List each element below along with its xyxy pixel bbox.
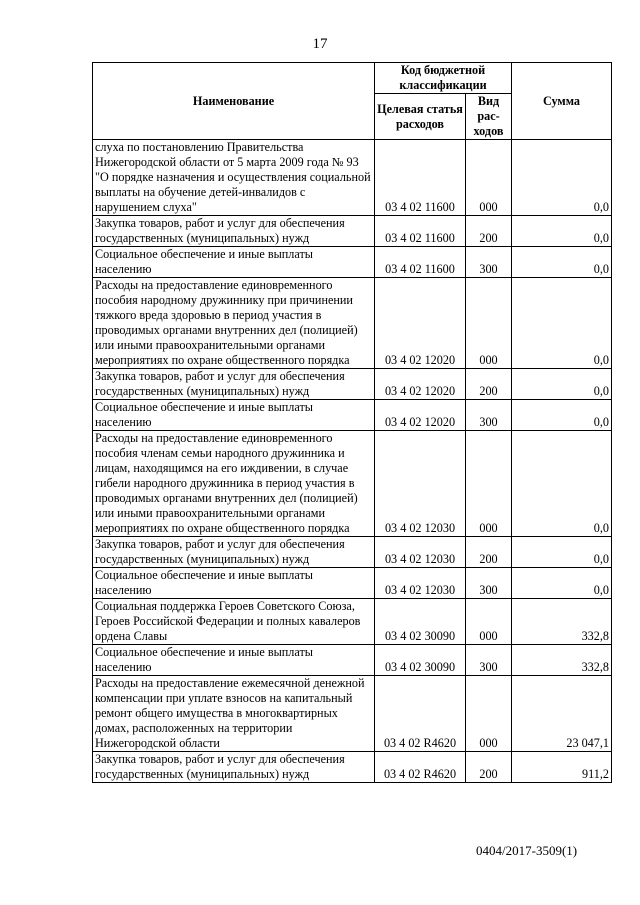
row-sum: 0,0: [512, 537, 612, 568]
table-row: [93, 431, 612, 537]
header-name: Наименование: [93, 63, 375, 140]
table-row: [93, 400, 612, 431]
row-target-code: 03 4 02 11600: [375, 216, 466, 247]
row-sum: 0,0: [512, 431, 612, 537]
table-row: [93, 537, 612, 568]
table-row: [93, 369, 612, 400]
row-name: Закупка товаров, работ и услуг для обеспечения государственных (муниципальных) нужд: [93, 369, 375, 400]
row-name: Расходы на предоставление единовременного пособия членам семьи народного дружинника и лицам, находящимся на его иждивении, в случае гибели народного дружинника в период участия в проводимых органами внутренних дел (полицией) или иными правоохранительными органами мероприятиях по охране общественного порядка: [93, 431, 375, 537]
row-name: Социальное обеспечение и иные выплаты населению: [93, 247, 375, 278]
row-sum: 332,8: [512, 599, 612, 645]
document-code: 0404/2017-3509(1): [476, 843, 578, 858]
row-expense-type: 000: [466, 431, 512, 537]
row-sum: 0,0: [512, 278, 612, 369]
row-expense-type: 300: [466, 568, 512, 599]
page-number: 17: [312, 36, 328, 52]
row-target-code: 03 4 02 30090: [375, 645, 466, 676]
budget-table: [92, 62, 612, 783]
row-expense-type: 300: [466, 645, 512, 676]
row-target-code: 03 4 02 R4620: [375, 676, 466, 752]
row-expense-type: 200: [466, 369, 512, 400]
row-name: Социальная поддержка Героев Советского Союза, Героев Российской Федерации и полных кавалеров ордена Славы: [93, 599, 375, 645]
table-row: [93, 752, 612, 783]
row-name: Закупка товаров, работ и услуг для обеспечения государственных (муниципальных) нужд: [93, 537, 375, 568]
row-sum: 0,0: [512, 369, 612, 400]
row-target-code: 03 4 02 12020: [375, 400, 466, 431]
table-row: [93, 599, 612, 645]
row-expense-type: 000: [466, 278, 512, 369]
row-target-code: 03 4 02 11600: [375, 247, 466, 278]
row-expense-type: 000: [466, 599, 512, 645]
row-expense-type: 000: [466, 140, 512, 216]
row-sum: 23 047,1: [512, 676, 612, 752]
table-body: [93, 140, 612, 783]
row-name: Социальное обеспечение и иные выплаты населению: [93, 400, 375, 431]
header-sum: Сумма: [512, 63, 612, 140]
row-expense-type: 200: [466, 216, 512, 247]
row-name: слуха по постановлению Правительства Нижегородской области от 5 марта 2009 года № 93 "О порядке назначения и осуществления социальной выплаты на обучение детей-инвалидов с нарушением слуха": [93, 140, 375, 216]
table-row: [93, 247, 612, 278]
table-row: [93, 568, 612, 599]
row-sum: 332,8: [512, 645, 612, 676]
row-target-code: 03 4 02 12020: [375, 278, 466, 369]
table-row: [93, 676, 612, 752]
row-expense-type: 300: [466, 247, 512, 278]
row-name: Закупка товаров, работ и услуг для обеспечения государственных (муниципальных) нужд: [93, 216, 375, 247]
row-target-code: 03 4 02 12030: [375, 537, 466, 568]
row-target-code: 03 4 02 12020: [375, 369, 466, 400]
row-expense-type: 000: [466, 676, 512, 752]
row-name: Закупка товаров, работ и услуг для обеспечения государственных (муниципальных) нужд: [93, 752, 375, 783]
table-row: [93, 216, 612, 247]
row-expense-type: 300: [466, 400, 512, 431]
row-target-code: 03 4 02 30090: [375, 599, 466, 645]
row-name: Социальное обеспечение и иные выплаты населению: [93, 645, 375, 676]
row-expense-type: 200: [466, 752, 512, 783]
row-sum: 0,0: [512, 400, 612, 431]
row-name: Расходы на предоставление ежемесячной денежной компенсации при уплате взносов на капитальный ремонт общего имущества в многоквартирных домах, расположенных на территории Нижегородской области: [93, 676, 375, 752]
table-row: [93, 140, 612, 216]
row-sum: 0,0: [512, 140, 612, 216]
row-sum: 0,0: [512, 568, 612, 599]
row-sum: 0,0: [512, 247, 612, 278]
header-expense-type: Вид рас-ходов: [466, 94, 512, 140]
header-target-article: Целевая статья расходов: [375, 94, 466, 140]
row-target-code: 03 4 02 11600: [375, 140, 466, 216]
row-name: Социальное обеспечение и иные выплаты населению: [93, 568, 375, 599]
row-target-code: 03 4 02 12030: [375, 431, 466, 537]
row-target-code: 03 4 02 12030: [375, 568, 466, 599]
row-sum: 0,0: [512, 216, 612, 247]
table-row: [93, 278, 612, 369]
table-row: [93, 645, 612, 676]
header-kbk: Код бюджетной классификации: [375, 63, 512, 94]
row-name: Расходы на предоставление единовременного пособия народному дружиннику при причинении тяжкого вреда здоровью в период участия в проводимых органами внутренних дел (полицией) или иными правоохранительными органами мероприятиях по охране общественного порядка: [93, 278, 375, 369]
row-sum: 911,2: [512, 752, 612, 783]
row-target-code: 03 4 02 R4620: [375, 752, 466, 783]
row-expense-type: 200: [466, 537, 512, 568]
